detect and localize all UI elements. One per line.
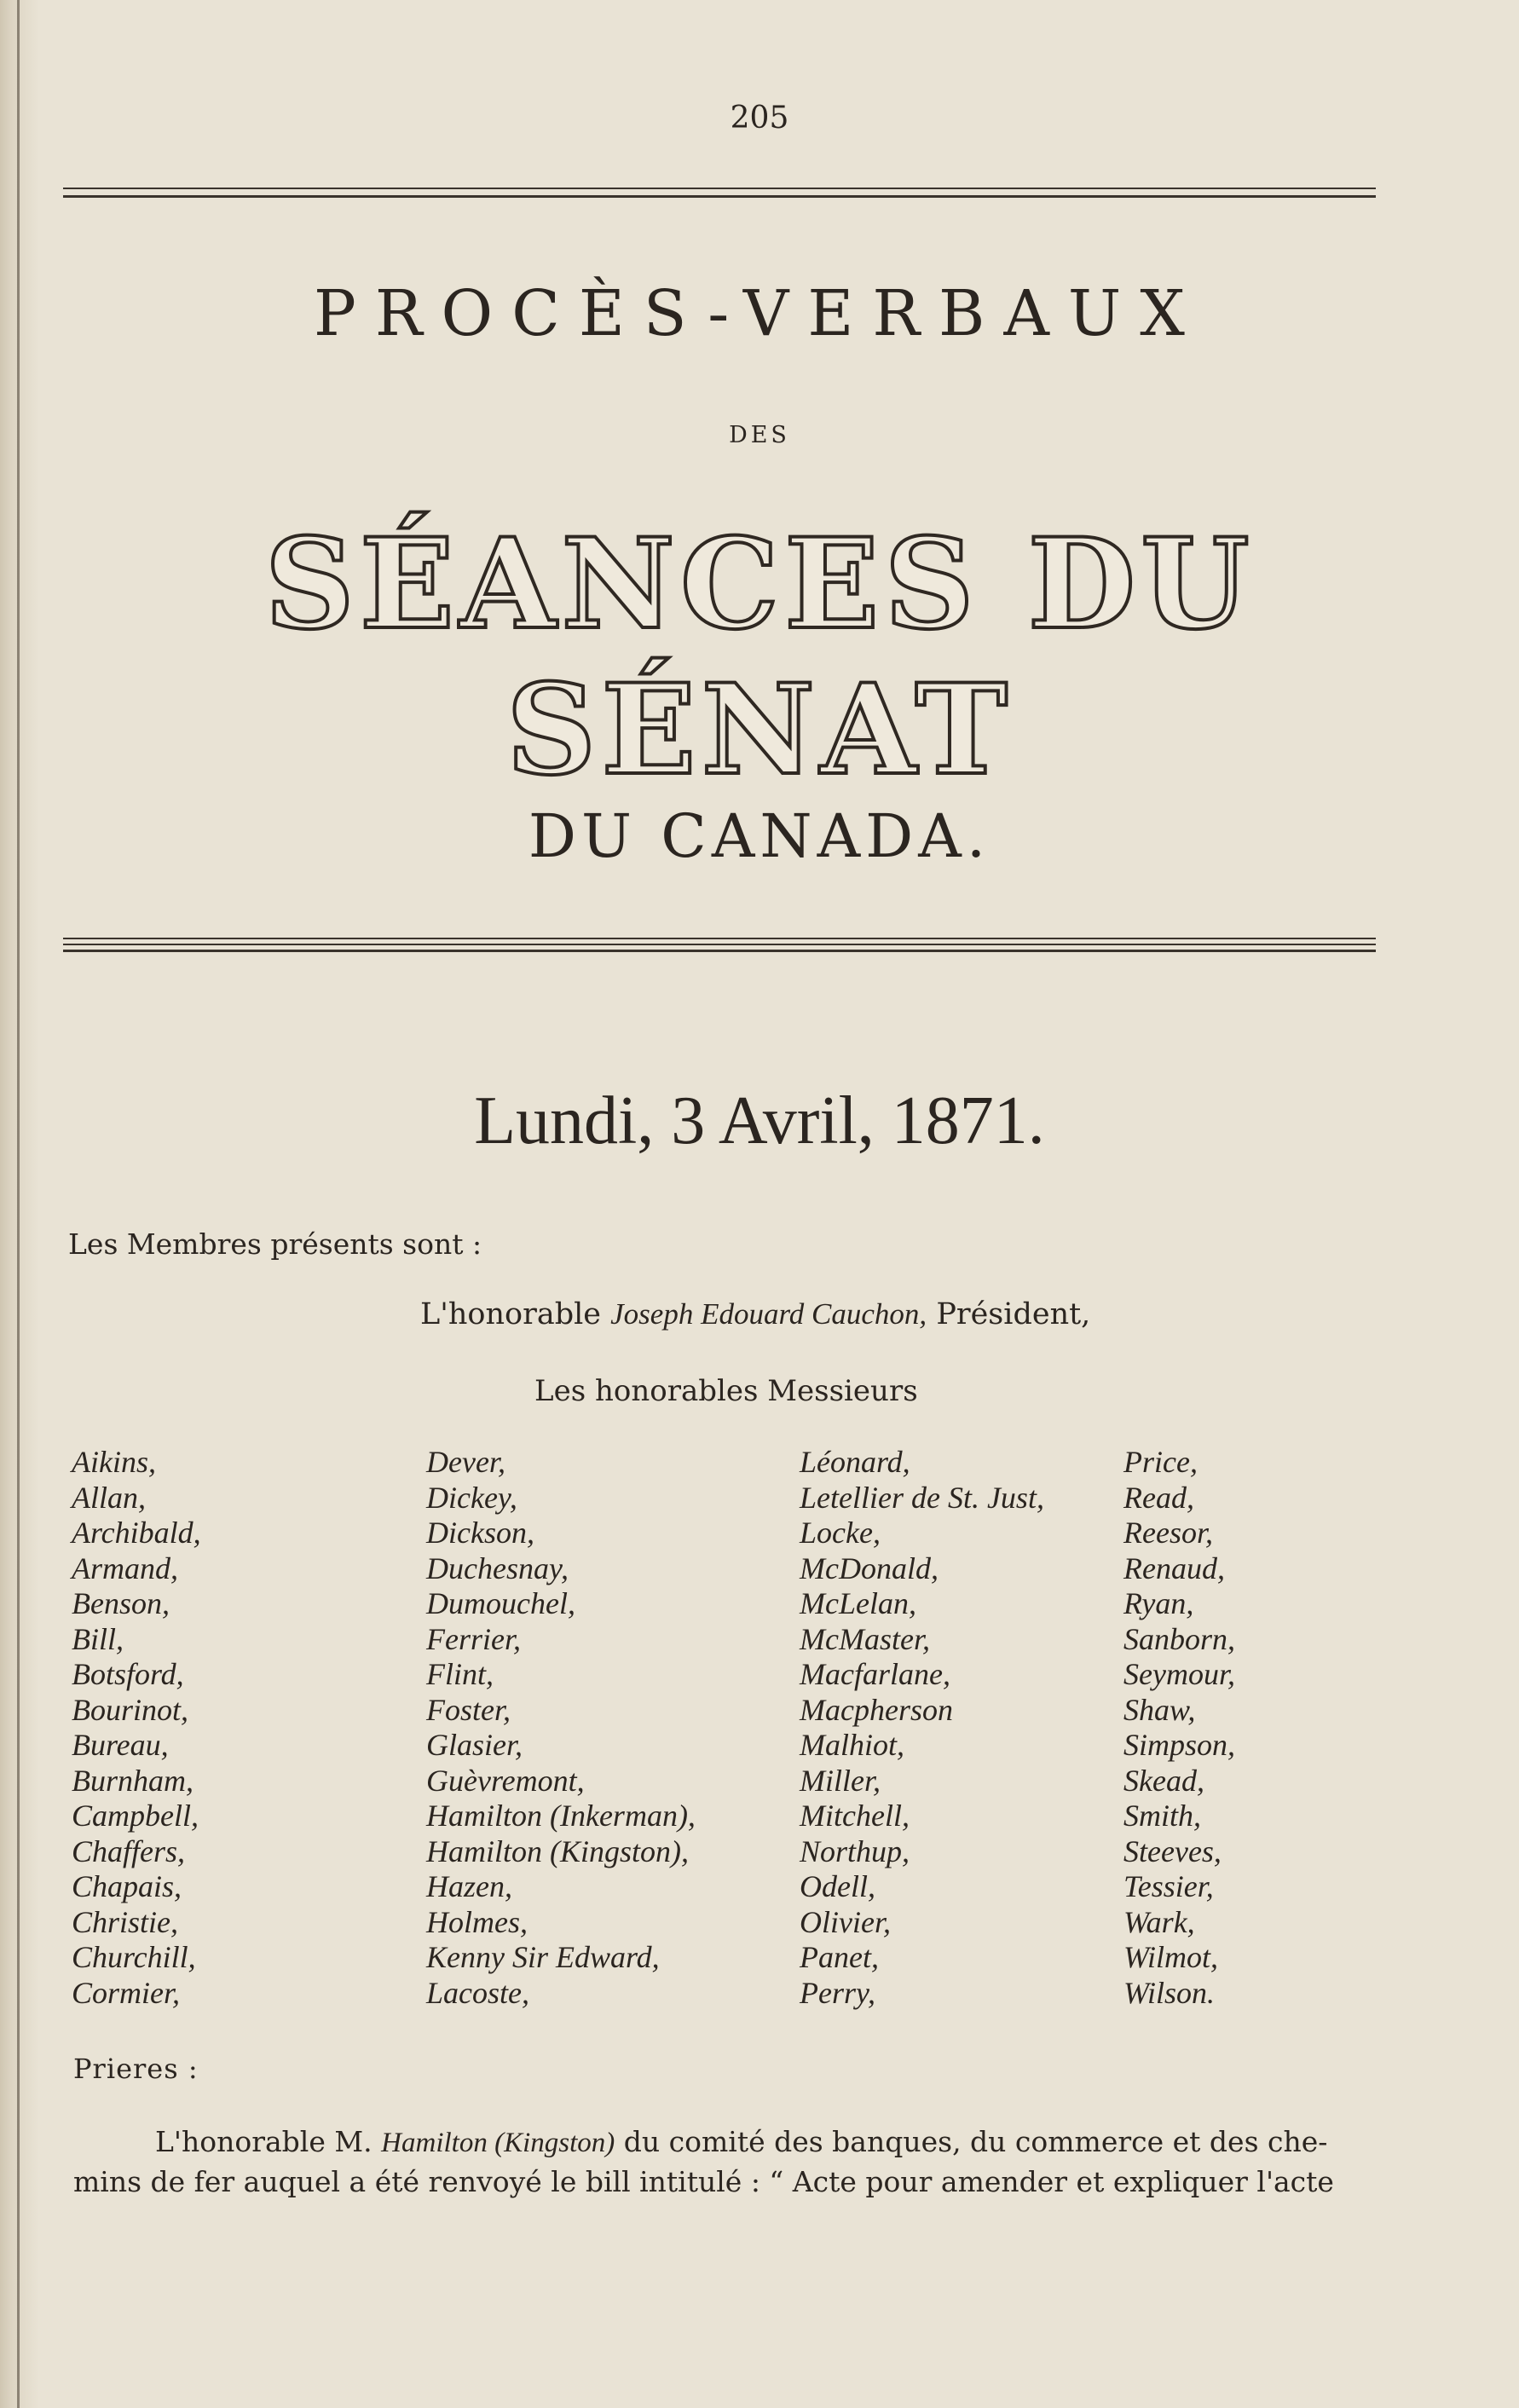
messieurs-heading: Les honorables Messieurs bbox=[534, 1374, 918, 1408]
member-name: Smith, bbox=[1123, 1799, 1202, 1833]
member-name: Holmes, bbox=[426, 1904, 528, 1939]
member-name: Bill, bbox=[72, 1621, 124, 1656]
president-name: Joseph Edouard Cauchon, bbox=[610, 1297, 927, 1331]
member-name: Aikins, bbox=[72, 1445, 156, 1479]
members-column-3 bbox=[800, 1445, 1044, 2011]
members-column-1 bbox=[72, 1445, 201, 2011]
member-name: Hazen, bbox=[426, 1869, 512, 1903]
member-name: Hamilton (Inkerman), bbox=[426, 1799, 696, 1833]
member-name: Wilson. bbox=[1123, 1975, 1216, 2010]
members-intro: Les Membres présents sont : bbox=[68, 1227, 482, 1261]
member-name: Renaud, bbox=[1123, 1550, 1225, 1585]
member-name: Ryan, bbox=[1123, 1586, 1194, 1620]
member-name: Foster, bbox=[426, 1692, 511, 1727]
book-spine bbox=[0, 0, 39, 2408]
title-proces-verbaux: PROCÈS-VERBAUX bbox=[314, 277, 1204, 350]
member-name: Miller, bbox=[800, 1763, 881, 1798]
member-name: Malhiot, bbox=[800, 1728, 904, 1762]
member-name: Flint, bbox=[426, 1657, 494, 1691]
member-name: Glasier, bbox=[426, 1728, 523, 1762]
member-name: Cormier, bbox=[72, 1975, 181, 2010]
member-name: Léonard, bbox=[800, 1445, 910, 1479]
member-name: Mitchell, bbox=[800, 1799, 910, 1833]
member-name: Price, bbox=[1123, 1445, 1198, 1479]
paragraph-name: Hamilton (Kingston) bbox=[381, 2128, 615, 2158]
member-name: Bureau, bbox=[72, 1728, 169, 1762]
member-name: Burnham, bbox=[72, 1763, 193, 1798]
paragraph-lead: L'honorable M. bbox=[155, 2125, 373, 2158]
member-name: Chaffers, bbox=[72, 1833, 186, 1868]
member-name: Lacoste, bbox=[426, 1975, 529, 2010]
president-role: Président, bbox=[936, 1297, 1091, 1331]
member-name: Botsford, bbox=[72, 1657, 184, 1691]
member-name: Steeves, bbox=[1123, 1833, 1222, 1868]
member-name: Locke, bbox=[800, 1516, 881, 1550]
middle-double-rule bbox=[63, 938, 1376, 953]
member-name: Wilmot, bbox=[1123, 1940, 1219, 1974]
member-name: Tessier, bbox=[1123, 1869, 1214, 1903]
members-column-2 bbox=[426, 1445, 696, 2011]
member-name: Benson, bbox=[72, 1586, 170, 1620]
member-name: Letellier de St. Just, bbox=[800, 1480, 1044, 1515]
member-name: Macfarlane, bbox=[800, 1657, 950, 1691]
body-paragraph bbox=[73, 2122, 1403, 2202]
member-name: Shaw, bbox=[1123, 1692, 1196, 1727]
member-name: Dumouchel, bbox=[426, 1586, 575, 1620]
member-name: Dever, bbox=[426, 1445, 505, 1479]
member-name: Simpson, bbox=[1123, 1728, 1236, 1762]
member-name: Chapais, bbox=[72, 1869, 182, 1903]
title-des: DES bbox=[729, 422, 790, 448]
members-column-4 bbox=[1123, 1445, 1235, 2011]
prieres-heading: Prieres : bbox=[73, 2053, 199, 2085]
member-name: Skead, bbox=[1123, 1763, 1204, 1798]
member-name: Duchesnay, bbox=[426, 1550, 569, 1585]
member-name: Panet, bbox=[800, 1940, 879, 1974]
member-name: Kenny Sir Edward, bbox=[426, 1940, 660, 1974]
member-name: Ferrier, bbox=[426, 1621, 521, 1656]
title-seances-du-senat: SÉANCES DU SÉNAT bbox=[264, 511, 1255, 803]
member-name: Bourinot, bbox=[72, 1692, 189, 1727]
member-name: Christie, bbox=[72, 1904, 179, 1939]
member-name: McDonald, bbox=[800, 1550, 939, 1585]
member-name: Armand, bbox=[72, 1550, 178, 1585]
member-name: McMaster, bbox=[800, 1621, 930, 1656]
member-name: Macpherson bbox=[800, 1692, 953, 1727]
session-date: Lundi, 3 Avril, 1871. bbox=[474, 1083, 1045, 1158]
member-name: McLelan, bbox=[800, 1586, 916, 1620]
member-name: Read, bbox=[1123, 1480, 1194, 1515]
president-prefix: L'honorable bbox=[420, 1297, 601, 1331]
member-name: Perry, bbox=[800, 1975, 875, 2010]
paragraph-line-2: mins de fer auquel a été renvoyé le bill intitulé : “ Acte pour amender et expliquer l'acte bbox=[73, 2165, 1334, 2198]
member-name: Seymour, bbox=[1123, 1657, 1235, 1691]
page-number: 205 bbox=[730, 101, 789, 136]
member-name: Wark, bbox=[1123, 1904, 1195, 1939]
member-name: Odell, bbox=[800, 1869, 875, 1903]
member-name: Guèvremont, bbox=[426, 1763, 585, 1798]
member-name: Northup, bbox=[800, 1833, 910, 1868]
spine-edge bbox=[17, 0, 20, 2408]
member-name: Olivier, bbox=[800, 1904, 891, 1939]
title-du-canada: DU CANADA. bbox=[528, 801, 991, 871]
paragraph-line-1 bbox=[73, 2122, 1403, 2163]
member-name: Reesor, bbox=[1123, 1516, 1213, 1550]
member-name: Archibald, bbox=[72, 1516, 201, 1550]
member-name: Hamilton (Kingston), bbox=[426, 1833, 690, 1868]
member-name: Sanborn, bbox=[1123, 1621, 1236, 1656]
member-name: Churchill, bbox=[72, 1940, 196, 1974]
paragraph-rest: du comité des banques, du commerce et des che- bbox=[623, 2125, 1328, 2158]
top-double-rule bbox=[63, 188, 1376, 198]
member-name: Dickey, bbox=[426, 1480, 517, 1515]
member-name: Campbell, bbox=[72, 1799, 199, 1833]
member-name: Allan, bbox=[72, 1480, 146, 1515]
member-name: Dickson, bbox=[426, 1516, 534, 1550]
president-line bbox=[420, 1297, 1090, 1331]
